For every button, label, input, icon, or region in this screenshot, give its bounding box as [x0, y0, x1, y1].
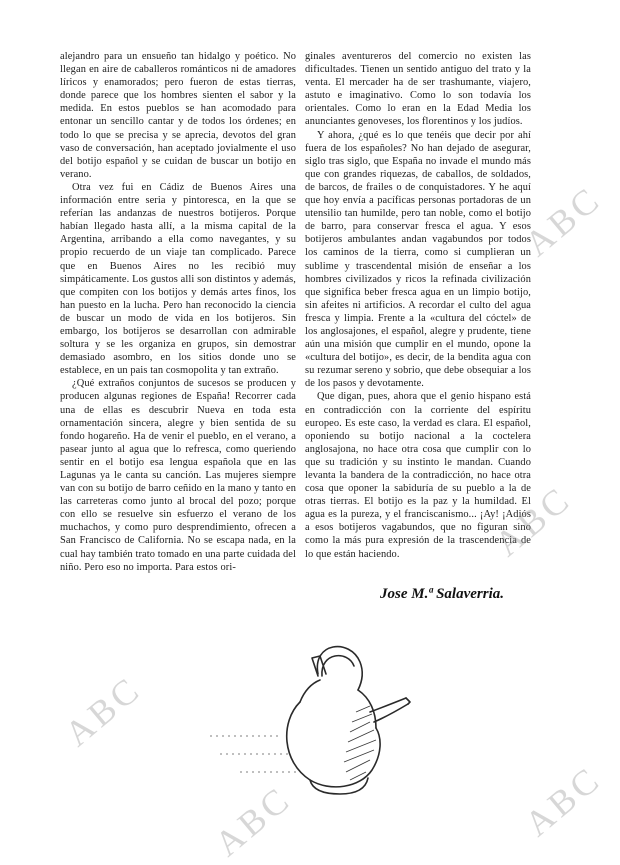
paragraph: alejandro para un ensueño tan hidalgo y poético. No llegan en aire de caballeros románticos ni de amadores líricos y enamorados; pero fueron de estas tierras, donde parece que los hombres sienten el sabor y la medida. En estos pueblos se han acomodado para entonar un sencillo cantar y de todos los órdenes; en todo lo que se precisa y se aprecia, devotos del gran vaso de conversación, han aceptado jovialmente el uso del botijo español y se cuidan de buscar un botijo en verano.: [60, 51, 296, 180]
botijo-illustration: [200, 632, 420, 802]
paragraph: ginales aventureros del comercio no existen las dificultades. Tienen un sentido antiguo del trato y la venta. El mercader ha de ser trashumante, viajero, astuto e imaginativo. Como lo son todavía los orientales. Como lo eran en la Edad Media los anunciantes genoveses, los florentinos y los judíos.: [305, 51, 531, 128]
article-column-left: [60, 50, 296, 574]
watermark-text: ABC: [517, 758, 609, 844]
paragraph: Que digan, pues, ahora que el genio hispano está en contradicción con la corriente del espíritu europeo. Es este caso, la verdad es clara. El español, oponiendo su botijo nacional a la coctelera anglosajona, no hace otra cosa que cumplir con lo que su tradición y su instinto le mandan. Cuando levanta la bandera de la contradicción, no hace otra cosa que oponer la sabiduría de su pueblo a la de otras tierras. El botijo es la paz y la humildad. El agua es la pureza, y el franciscanismo... ¡Ay! ¡Adiós a esos botijeros vagabundos, que no figuran sino como la más pura expresión de la trascendencia de lo que están haciendo.: [305, 391, 531, 560]
author-signature: Jose M.ª Salaverria.: [380, 586, 504, 602]
article-column-right: [305, 50, 531, 561]
paragraph: ¿Qué extraños conjuntos de sucesos se producen y producen algunas regiones de España! Recorrer cada una de ellas es descubrir Nueva en toda esta ornamentación sincera, alegre y bien sentida de su fondo hogareño. Ha de venir el pueblo, en el verano, a pasear junto al agua que lo refresca, como queriendo sentir en el botijo esa lengua española que en las Lagunas ya le canta su canción. Las mujeres siempre van con su botijo de barro ceñido en la mano y tanto en las carreteras como junto al brocal del pozo; porque con ello se resuelve sin esfuerzo el verano de los muchachos, y como puro desprendimiento, ofrecen a San Francisco de California. No se escapa nada, en la cual hay también trato tomado en una parte cuidada del niño. Pero eso no importa. Para estos ori-: [60, 378, 296, 573]
watermark-text: ABC: [207, 778, 299, 864]
watermark-text: ABC: [487, 478, 579, 564]
paragraph: Otra vez fui en Cádiz de Buenos Aires una información entre seria y pintoresca, en la que se referían las andanzas de nuestros botijeros. Porque habían llegado hasta allí, a la misma capital de la Argentina, arribando a ella como navegantes, y su propio recuerdo de un viaje tan complicado. Parece que en Buenos Aires no les recibió muy simpáticamente. Los gustos alli son distintos y además, que compiten con los botijos y demás artes finos, los han puesto en la lucha. Pero han reconocido la ciencia de buscar un modo de vida en los botijeros. Sin embargo, los botijeros se desarrollan con admirable soltura y se les organiza en grupos, sin demostrar demasiado asombro, en los sitios donde uno se establece, en un pais tan cosmopolita y tan extraño.: [60, 181, 296, 377]
paragraph: Y ahora, ¿qué es lo que tenéis que decir por ahí fuera de los españoles? No han dejado de asegurar, siglo tras siglo, que España no invade el mundo más que con grandes riquezas, de caballos, de soldados, de barcos, de frailes o de conquistadores. Y he aquí que hoy envía a pacíficas personas portadoras de un utensilio tan humilde, pero tan noble, como el botijo de barro, para conservar fresca el agua. Y esos botijeros ambulantes andan vagabundos por todos los caminos de la tierra, como si cumplieran un sublime y trascendental misión de enseñar a los hombres civilizados y ricos la refinada civilización que significa beber fresca agua en un limpio botijo, sin afeites ni artificios. A recordar el culto del agua fresca y limpia. Frente a la «cultura del cóctel» de los anglosajones, el español, alegre y prudente, tiene aún una misión que cumplir en el mundo, opone la «cultura del botijo», es decir, de la bendita agua con su rezumar sereno y sobrio, que debe obsequiar a los de los pasos y devotamente.: [305, 129, 531, 390]
watermark-text: ABC: [57, 668, 149, 754]
watermark-text: ABC: [517, 178, 609, 264]
